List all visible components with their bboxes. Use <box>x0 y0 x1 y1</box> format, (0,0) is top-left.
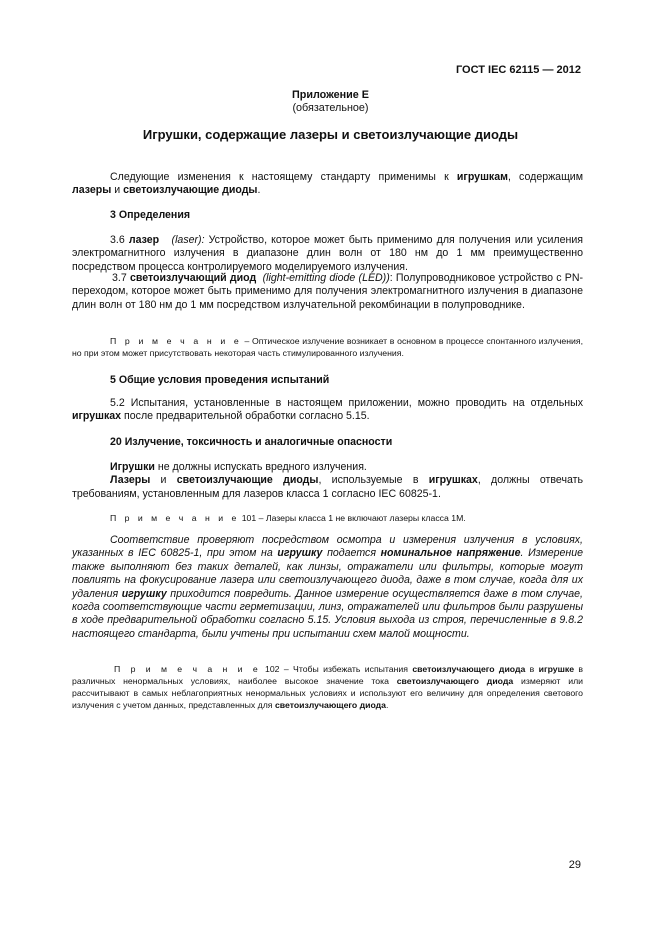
section-3-heading: 3 Определения <box>110 209 191 221</box>
clause-5-2: 5.2 Испытания, установленные в настоящем приложении, можно проводить на отдельных игрушках после предварительной обработки согласно 5.15. <box>72 397 583 423</box>
note-101: П р и м е ч а н и е 101 – Лазеры класса 1 не включают лазеры класса 1М. <box>110 513 466 523</box>
definition-3-6: 3.6 лазер (laser): Устройство, которое может быть применимо для получения или усиления электромагнитного излучения в диапазоне длин волн от 180 нм до 1 мм преимущественно посредством процесса контролируемого моделируемого излучения. <box>72 234 583 273</box>
annex-status: (обязательное) <box>292 102 369 114</box>
annex-title: Приложение Е <box>291 89 370 101</box>
annex-heading: Игрушки, содержащие лазеры и светоизлучающие диоды <box>142 127 519 142</box>
document-header: ГОСТ IEC 62115 — 2012 <box>455 64 581 76</box>
page-number: 29 <box>568 859 581 871</box>
note-102: П р и м е ч а н и е 102 – Чтобы избежать испытания светоизлучающего диода в игрушке в различных ненормальных условиях, наиболее высокое значение тока светоизлучающего диода измеряют или рассчитывают в самых неблагоприятных ненормальных условиях и используют его величину для определения светового излучения с учетом данных, представленных для светоизлучающего диода. <box>72 664 584 710</box>
clause-20-text: Игрушки не должны испускать вредного излучения. Лазеры и светоизлучающие диоды, используемые в игрушках, должны отвечать требованиям, установленным для лазеров класса 1 согласно IEC 60825-1. <box>72 461 583 500</box>
section-20-heading: 20 Излучение, токсичность и аналогичные опасности <box>110 436 393 448</box>
definition-3-7: 3.7 светоизлучающий диод (light-emitting diode (LED)): Полупроводниковое устройство с PN-переходом, которое может быть применимо для получения электромагнитного излучения в диапазоне длин волн от 180 нм до 1 мм посредством излучательной рекомбинации в полупроводнике. <box>72 272 583 311</box>
intro-paragraph: Следующие изменения к настоящему стандарту применимы к игрушкам, содержащим лазеры и светоизлучающие диоды. <box>72 171 583 197</box>
note-3: П р и м е ч а н и е – Оптическое излучение возникает в основном в процессе спонтанного излучения, но при этом может присутствовать некоторая часть стимулированного излучения. <box>72 336 584 358</box>
section-5-heading: 5 Общие условия проведения испытаний <box>110 374 330 386</box>
compliance-paragraph: Соответствие проверяют посредством осмотра и измерения излучения в условиях, указанных в IEC 60825-1, при этом на игрушку подается номинальное напряжение. Измерение также выполняют без таких деталей, как линзы, отражатели или фильтры, которые могут повлиять на фокусирование лазера или светоизлучающего диода, даже в том случае, когда для их удаления игрушку приходится повредить. Данное измерение осуществляется даже в том случае, когда соответствующие части герметизации, линз, отражателей или фильтров были разрушены в ходе предварительной обработки согласно 5.15. Условия выхода из строя, перечисленные в 9.8.2 настоящего стандарта, были учтены при испытании схем малой мощности. <box>72 534 583 640</box>
